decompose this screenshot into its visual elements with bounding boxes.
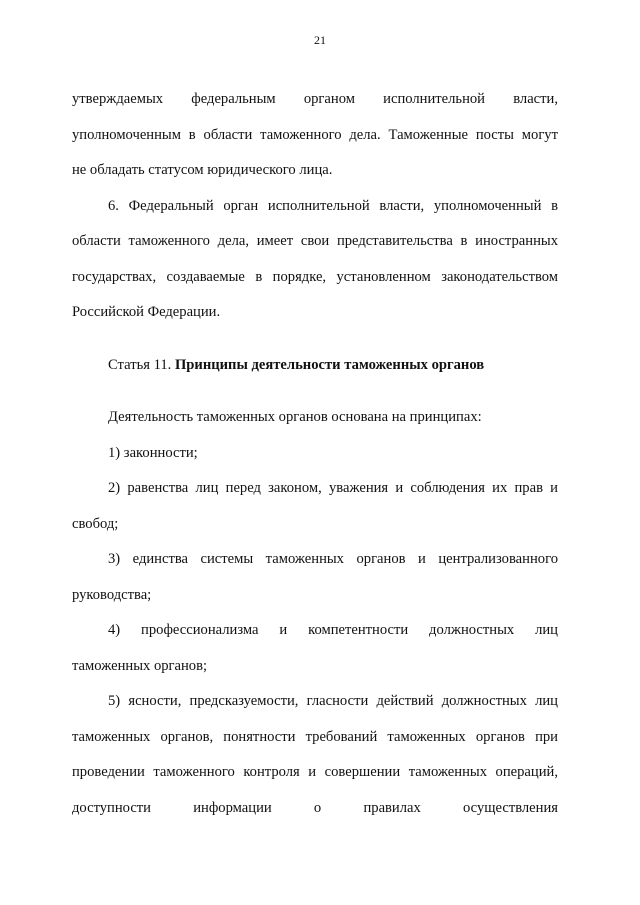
text-line: таможенных органов; (72, 657, 208, 674)
page-number: 21 (314, 33, 326, 47)
article-title: Принципы деятельности таможенных органов (174, 356, 485, 373)
text-line: области таможенного дела, имеет свои представительства в иностранных (72, 233, 558, 249)
list-item-4 (72, 613, 558, 684)
text-line: Деятельность таможенных органов основана на принципах: (108, 409, 482, 425)
text-line: доступности информации о правилах осуществления (72, 799, 558, 816)
text-line: проведении таможенного контроля и совершении таможенных операций, (72, 764, 558, 780)
text-line: утверждаемых федеральным органом исполнительной власти, (72, 91, 558, 107)
text-line: руководства; (72, 586, 152, 603)
text-line: 3) единства системы таможенных органов и централизованного (108, 551, 558, 567)
list-item-2 (72, 471, 558, 542)
text-line: Российской Федерации. (72, 304, 221, 320)
text-line: государствах, создаваемые в порядке, установленном законодательством (72, 268, 558, 285)
text-line: 6. Федеральный орган исполнительной власти, уполномоченный в (108, 197, 558, 214)
text-line: уполномоченным в области таможенного дела. Таможенные посты могут (72, 126, 558, 143)
text-line: таможенных органов, понятности требований таможенных органов при (72, 728, 558, 745)
list-item-1 (72, 436, 558, 472)
paragraph-intro (72, 400, 558, 436)
text-line: свобод; (72, 515, 119, 532)
text-line: 2) равенства лиц перед законом, уважения и соблюдения их прав и (108, 480, 558, 496)
text-line: 4) профессионализма и компетентности должностных лиц (108, 622, 558, 638)
document-body (72, 82, 558, 826)
text-line: не обладать статусом юридического лица. (72, 162, 333, 178)
list-item-5 (72, 684, 558, 826)
article-heading (72, 331, 558, 401)
paragraph-customs-posts (72, 82, 558, 189)
text-line: 5) ясности, предсказуемости, гласности действий должностных лиц (108, 693, 558, 709)
article-number: Статья 11. (108, 356, 172, 373)
paragraph-item-6 (72, 189, 558, 331)
list-item-3 (72, 542, 558, 613)
text-line: 1) законности; (108, 444, 198, 461)
